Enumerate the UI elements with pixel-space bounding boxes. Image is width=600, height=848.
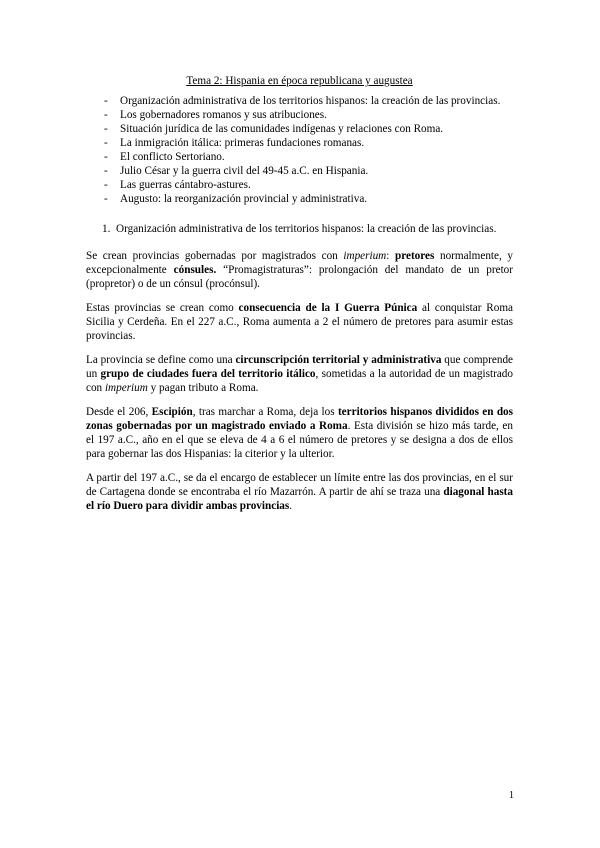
text-run-bold: consecuencia de la I Guerra Púnica bbox=[238, 302, 418, 314]
text-run: “Promagistraturas”: prolongación del mandato de un pretor (propretor) o de un cónsul (procónsul). bbox=[86, 264, 513, 290]
page-number: 1 bbox=[509, 790, 514, 801]
topic-item: - Augusto: la reorganización provincial y administrativa. bbox=[86, 192, 513, 206]
text-run: , tras marchar a Roma, deja los bbox=[192, 406, 338, 418]
text-run: que comprende un bbox=[86, 354, 514, 380]
topic-item: - Situación jurídica de las comunidades indígenas y relaciones con Roma. bbox=[86, 122, 513, 136]
text-run: y pagan tributo a Roma. bbox=[147, 382, 259, 394]
paragraph-province-definition bbox=[86, 353, 513, 395]
topic-item: - El conflicto Sertoriano. bbox=[86, 150, 513, 164]
text-run-bold: circunscripción territorial y administrativa bbox=[235, 354, 442, 366]
text-run: Estas provincias se crean como bbox=[86, 302, 239, 314]
text-run: , sometidas a la autoridad de un magistrado con bbox=[86, 368, 513, 394]
text-run-italic: imperium bbox=[104, 382, 148, 394]
section-heading bbox=[86, 222, 513, 236]
text-run: . bbox=[289, 500, 293, 512]
text-run-bold: cónsules. bbox=[173, 264, 217, 276]
text-run: A partir del 197 a.C., se da el encargo de establecer un límite entre las dos provincias, en el sur de Cartagena donde se encontraba el río Mazarrón. A partir de ahí se traza una bbox=[86, 472, 513, 498]
paragraph-boundary bbox=[86, 471, 513, 513]
text-run-bold: pretores bbox=[395, 250, 435, 262]
topic-item: - Organización administrativa de los territorios hispanos: la creación de las provincias. bbox=[86, 94, 513, 108]
topic-item: - Las guerras cántabro-astures. bbox=[86, 178, 513, 192]
page-title: Tema 2: Hispania en época republicana y augustea bbox=[186, 75, 413, 87]
text-run: al conquistar Roma Sicilia y Cerdeña. En el 227 a.C., Roma aumenta a 2 el número de pretores para asumir estas provincias. bbox=[86, 302, 513, 342]
text-run-italic: imperium bbox=[343, 250, 387, 262]
text-run: . Esta división se hizo más tarde, en el 197 a.C., año en el que se eleva de 4 a 6 el número de pretores y se designa a dos de ellos para gobernar las dos Hispanias: la citerior y la ulterior. bbox=[86, 420, 513, 460]
paragraph-punic-war bbox=[86, 301, 513, 343]
topic-item: - La inmigración itálica: primeras fundaciones romanas. bbox=[86, 136, 513, 150]
text-run: Desde el 206, bbox=[86, 406, 152, 418]
text-run-bold: territorios hispanos divididos en dos zonas gobernadas por un magistrado enviado a Roma bbox=[86, 406, 513, 432]
text-run: normalmente, y excepcionalmente bbox=[86, 250, 513, 276]
paragraph-magistrates bbox=[86, 249, 513, 291]
topic-list bbox=[86, 94, 513, 206]
text-run: : bbox=[386, 250, 395, 262]
topic-item: - Julio César y la guerra civil del 49-45 a.C. en Hispania. bbox=[86, 164, 513, 178]
topic-item: - Los gobernadores romanos y sus atribuciones. bbox=[86, 108, 513, 122]
text-run-bold: Escipión bbox=[151, 406, 193, 418]
text-run: Se crean provincias gobernadas por magistrados con bbox=[86, 250, 344, 262]
text-run: La provincia se define como una bbox=[86, 354, 236, 366]
section-number: 1. bbox=[102, 223, 111, 235]
text-run-bold: diagonal hasta el río Duero para dividir ambas provincias bbox=[86, 486, 513, 512]
text-run-bold: grupo de ciudades fuera del territorio itálico bbox=[100, 368, 316, 380]
paragraph-scipio bbox=[86, 405, 513, 461]
section-title: Organización administrativa de los territorios hispanos: la creación de las provincias. bbox=[116, 223, 497, 235]
